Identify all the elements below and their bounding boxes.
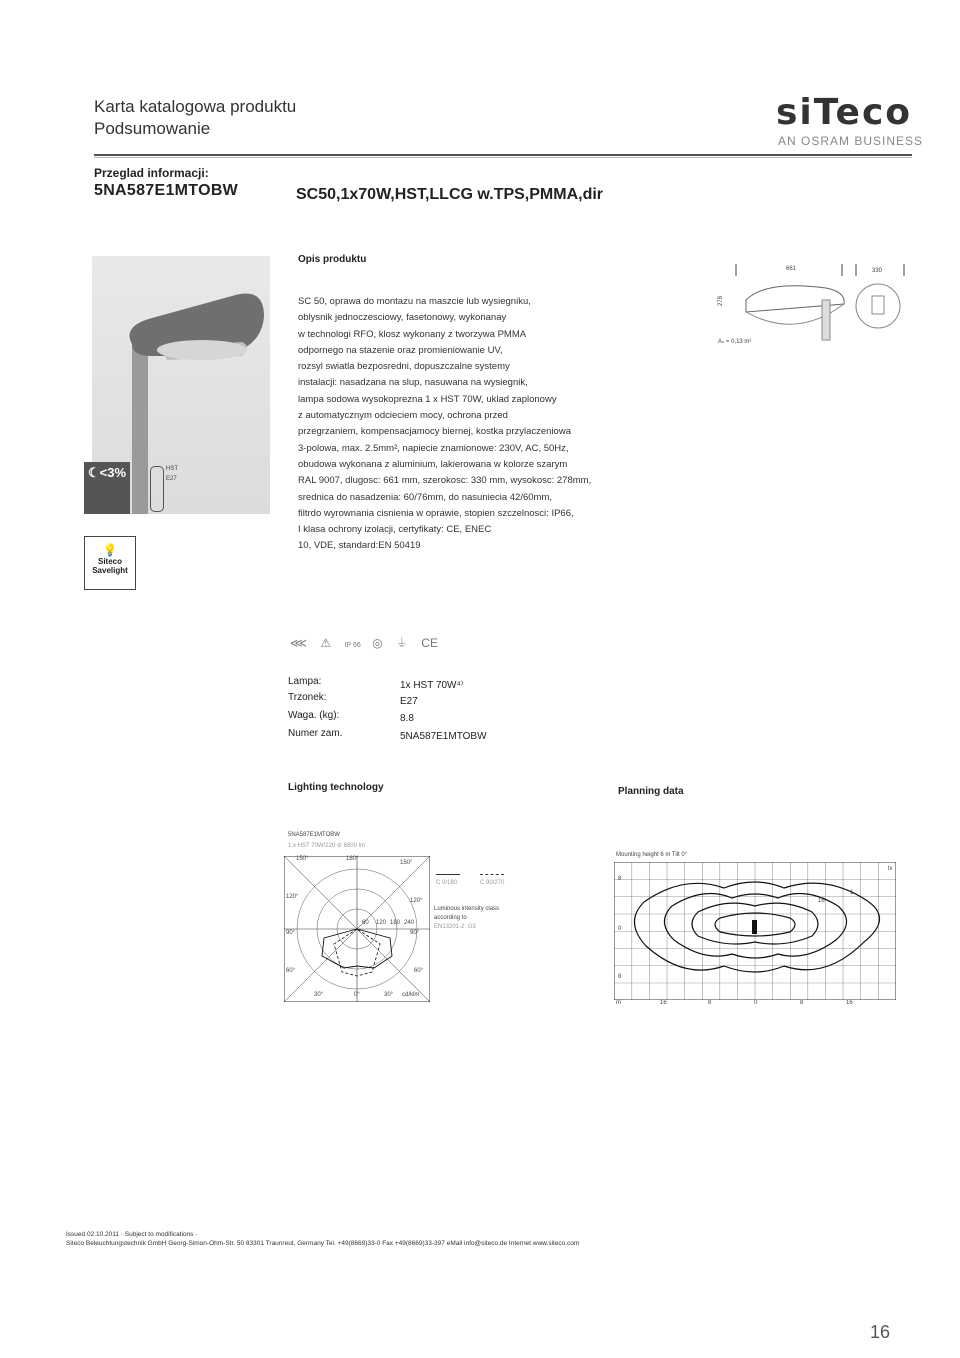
certification-icons xyxy=(290,634,438,651)
angle-label: 60° xyxy=(286,968,296,974)
lamp-type: HST xyxy=(166,466,178,472)
spec-value: 8.8 xyxy=(400,713,414,724)
dim-length: 661 xyxy=(786,266,797,272)
radial-label: 120 xyxy=(376,920,387,926)
contour-label: 1 xyxy=(850,890,854,896)
polar-code: 5NA587E1MTOBW xyxy=(288,832,340,838)
lamp-icon xyxy=(150,466,164,512)
ce-mark: CE xyxy=(421,636,438,650)
document-title xyxy=(94,96,296,140)
polar-lamp-line: 1 x HST 70W/220 ⊘ 6800 lm xyxy=(288,843,365,849)
enec-icon: ◎ xyxy=(372,636,383,650)
footer-address: Siteco Beleuchtungstechnik GmbH Georg-Simon-Ohm-Str. 50 83301 Traunreut, Germany Tel. +49(8669)33-0 Fax +49(8669)33-397 eMail info@siteco.de Internet www.siteco.com xyxy=(66,1240,580,1247)
legend-solid-line xyxy=(436,874,460,875)
ip-rating: IP 66 xyxy=(344,642,361,649)
description-line: instalacji: nasadzana na slup, nasuwana na wysiegnik, xyxy=(298,377,528,389)
angle-label: 120° xyxy=(410,898,423,904)
dim-area: Aₛ = 0,13 m² xyxy=(718,339,752,345)
legend-c90: C 90/270 xyxy=(480,880,505,886)
savelight-badge: 💡 Siteco Savelight xyxy=(84,536,136,590)
x-tick: 16 xyxy=(660,1000,667,1006)
polar-curve xyxy=(284,856,430,1002)
class-text-2: according to xyxy=(434,915,467,921)
y-tick: 0 xyxy=(618,926,622,932)
header-divider xyxy=(94,154,912,156)
x-tick: 8 xyxy=(708,1000,712,1006)
legend-dashed-line xyxy=(480,874,504,875)
product-code: 5NA587E1MTOBW xyxy=(94,182,239,199)
description-line: przegrzaniem, kompensacjamocy biernej, kostka przylaczeniowa xyxy=(298,426,571,438)
angle-label: 150° xyxy=(296,856,309,862)
siteco-logo: siTeco xyxy=(776,92,913,133)
dim-width: 330 xyxy=(872,268,883,274)
lux-unit: lx xyxy=(888,866,893,872)
description-line: srednica do nasadzenia: 60/76mm, do nasuniecia 42/60mm, xyxy=(298,491,553,503)
description-text xyxy=(298,294,618,555)
angle-label: 120° xyxy=(286,894,299,900)
dimension-drawing xyxy=(706,260,906,360)
legend-c0: C 0/180 xyxy=(436,880,458,886)
angle-label: 90° xyxy=(410,930,420,936)
spec-label: Lampa: xyxy=(288,676,322,687)
ballast-icon: ⋘ xyxy=(290,636,308,650)
contour-label: 16 xyxy=(818,898,825,904)
protection-class-icon: ⏚ xyxy=(395,636,408,650)
isolux-diagram xyxy=(614,862,896,1000)
lamp-socket: E27 xyxy=(166,476,177,482)
angle-label: 30° xyxy=(314,992,324,998)
spec-label: Numer zam. xyxy=(288,728,343,739)
description-line: filtrdo wyrownania cisnienia w oprawie, stopien szczelnosci: IP66, xyxy=(298,507,574,519)
title-line-1: Karta katalogowa produktu xyxy=(94,97,297,116)
description-line: I klasa ochrony izolacji, certyfikaty: CE, ENEC xyxy=(298,524,492,536)
logo-subtitle: AN OSRAM BUSINESS xyxy=(778,134,924,148)
spec-label: Waga. (kg): xyxy=(288,710,340,721)
radial-label: 180 xyxy=(390,920,401,926)
type-code: SC50,1x70W,HST,LLCG w.TPS,PMMA,dir xyxy=(296,186,604,203)
class-text-1: Luminous intensity class xyxy=(434,906,500,912)
spec-label: Trzonek: xyxy=(288,692,327,703)
y-tick: 8 xyxy=(618,876,622,882)
description-line: 10, VDE, standard:EN 50419 xyxy=(298,540,421,552)
description-line: obudowa wykonana z aluminium, lakierowana w kolorze szarym xyxy=(298,458,568,470)
description-line: w technologi RFO, klosz wykonany z tworzywa PMMA xyxy=(298,328,527,340)
mounting-info: Mounting height 6 m Tilt 0° xyxy=(616,852,688,858)
spec-value: E27 xyxy=(400,696,418,707)
description-line: oblysnik jednoczesciowy, fasetonowy, wykonanay xyxy=(298,312,507,324)
angle-label: 150° xyxy=(400,860,413,866)
x-tick: 8 xyxy=(800,1000,804,1006)
lighting-title: Lighting technology xyxy=(288,782,384,793)
radial-label: 60 xyxy=(362,920,369,926)
x-tick: 0 xyxy=(754,1000,758,1006)
page-number: 16 xyxy=(870,1322,891,1342)
description-line: 3-polowa, max. 2.5mm², napiecie znamionowe: 230V, AC, 50Hz, xyxy=(298,442,569,454)
polar-diagram xyxy=(284,856,430,1002)
description-line: rozsyl swiatla bezposredni, dopuszczalne systemy xyxy=(298,361,510,373)
angle-label: 30° xyxy=(384,992,394,998)
footer-issued: Issued 02.10.2011 · Subject to modifications · xyxy=(66,1231,198,1238)
description-line: lampa sodowa wysokoprezna 1 x HST 70W, uklad zaplonowy xyxy=(298,393,557,405)
class-text-3: EN13201-2: G3 xyxy=(434,924,476,930)
description-line: z automatycznym odcieciem mocy, ochrona przed xyxy=(298,410,508,422)
y-tick: 8 xyxy=(618,974,622,980)
overview-label: Przeglad informacji: xyxy=(94,166,209,180)
header-divider-thin xyxy=(94,157,912,158)
description-line: SC 50, oprawa do montazu na maszcie lub wysiegniku, xyxy=(298,296,531,307)
description-line: odpornego na stazenie oraz promieniowanie UV, xyxy=(298,344,503,356)
moon-icon: ☾ xyxy=(87,465,100,480)
dimension-sketch xyxy=(706,260,906,360)
planning-title: Planning data xyxy=(618,786,684,797)
spec-value: 5NA587E1MTOBW xyxy=(400,731,487,742)
spec-value: 1x HST 70W⁴⁾ xyxy=(400,680,464,691)
title-line-2: Podsumowanie xyxy=(94,119,211,138)
energy-saving-badge: ☾<3% xyxy=(84,462,130,514)
dim-height: 278 xyxy=(718,295,725,307)
description-line: RAL 9007, dlugosc: 661 mm, szerokosc: 330 mm, wysokosc: 278mm, xyxy=(298,475,592,487)
isolux-chart xyxy=(614,862,896,1000)
angle-label: 180° xyxy=(346,856,359,862)
footer xyxy=(66,1230,579,1248)
polar-unit: cd/klm xyxy=(402,992,420,998)
x-tick: 16 xyxy=(846,1000,853,1006)
x-unit: m xyxy=(616,1000,621,1006)
description-title: Opis produktu xyxy=(298,254,367,265)
angle-label: 60° xyxy=(414,968,424,974)
bulb-icon: 💡 xyxy=(102,543,118,557)
warning-triangle-icon: ⚠ xyxy=(320,636,332,650)
angle-label: 90° xyxy=(286,930,296,936)
angle-label: 0° xyxy=(354,992,360,998)
radial-label: 240 xyxy=(404,920,415,926)
